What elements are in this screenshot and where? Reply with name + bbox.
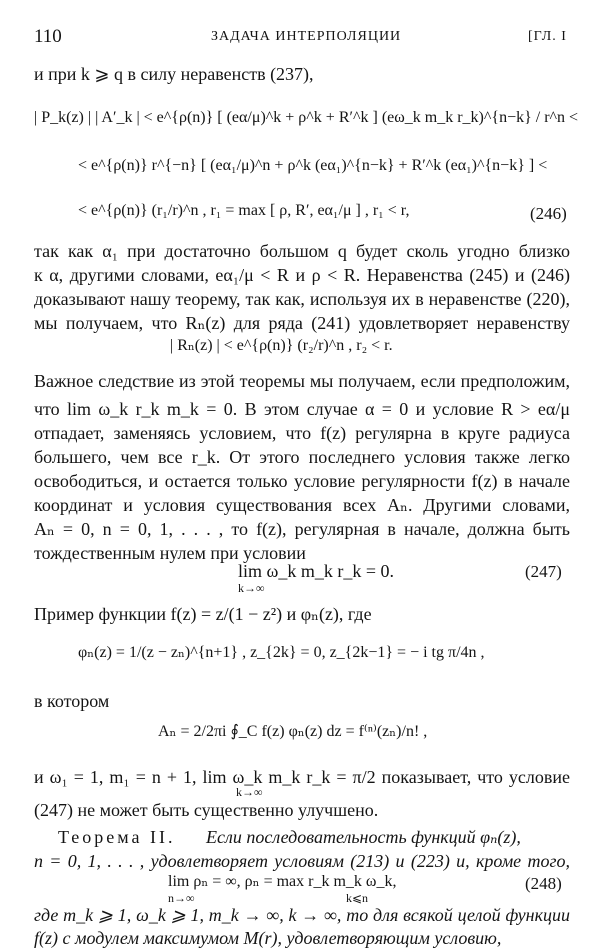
equation-subscript: k→∞	[236, 785, 263, 799]
text-line: и при k ⩾ q в силу неравенств (237),	[34, 64, 314, 84]
equation: φₙ(z) = 1/(z − zₙ)^{n+1} , z_{2k} = 0, z_{2k−1} = − i tg π/4n ,	[78, 644, 485, 661]
equation-subscript: n→∞	[168, 891, 195, 905]
text-line: f(z) с модулем максимумом M(r), удовлетворяющим условию,	[34, 928, 502, 948]
text-line: к α, другими словами, eα₁/μ < R и ρ < R. Неравенства (245) и (246)	[34, 265, 570, 285]
text-line: Важное следствие из этой теоремы мы получаем, если предположим,	[34, 371, 570, 391]
equation: | P_k(z) | | A′_k | < e^{ρ(n)} [ (eα/μ)^k + ρ^k + R′^k ] (eω_k m_k r_k)^{n−k} / r^n <	[34, 109, 579, 126]
equation-number: (247)	[525, 562, 562, 581]
text-line: так как α₁ при достаточно большом q будет сколь угодно близко	[34, 241, 570, 261]
equation: < e^{ρ(n)} r^{−n} [ (eα₁/μ)^n + ρ^k (eα₁)^{n−k} + R′^k (eα₁)^{n−k} ] <	[78, 157, 548, 174]
text-line: Aₙ = 0, n = 0, 1, . . . , то f(z), регулярная в начале, должна быть	[34, 519, 570, 539]
equation-number: (248)	[525, 874, 562, 893]
equation: < e^{ρ(n)} (r₁/r)^n , r₁ = max [ ρ, R′, eα₁/μ ] , r₁ < r,	[78, 202, 410, 219]
equation-number: (246)	[530, 204, 567, 223]
text-line: Если последовательность функций φₙ(z),	[206, 827, 521, 847]
text-line: и ω₁ = 1, m₁ = n + 1, lim ω_k m_k r_k = π/2 показывает, что условие	[34, 767, 570, 787]
text-line: Пример функции f(z) = z/(1 − z²) и φₙ(z), где	[34, 604, 372, 624]
text-line: где m_k ⩾ 1, ω_k ⩾ 1, m_k → ∞, k → ∞, то для всякой целой функции	[34, 905, 570, 925]
equation: lim ω_k m_k r_k = 0.	[238, 561, 394, 581]
text-line: координат и условия существования всех Aₙ. Другими словами,	[34, 495, 570, 515]
text-line: большего, чем все r_k. От этого последнего условия также легко	[34, 447, 570, 467]
chapter-ref: [ГЛ. I	[528, 29, 567, 44]
text-line: доказывают нашу теорему, так как, используя их в неравенстве (220),	[34, 289, 570, 309]
text-line: тождественным нулем при условии	[34, 543, 306, 563]
equation-subscript: k⩽n	[346, 891, 369, 905]
equation-subscript: k→∞	[238, 581, 265, 595]
text-line: отпадает, заменяясь условием, что f(z) регулярна в круге радиуса	[34, 423, 570, 443]
text-line: что lim ω_k r_k m_k = 0. В этом случае α = 0 и условие R > eα/μ	[34, 399, 570, 419]
running-title: ЗАДАЧА ИНТЕРПОЛЯЦИИ	[211, 29, 402, 44]
text-line: n = 0, 1, . . . , удовлетворяет условиям (213) и (223) и, кроме того,	[34, 851, 570, 871]
text-line: мы получаем, что Rₙ(z) для ряда (241) удовлетворяет неравенству	[34, 313, 570, 333]
page-number: 110	[34, 26, 62, 47]
theorem-title: Теорема II.	[58, 827, 176, 847]
equation: Aₙ = 2/2πi ∮_C f(z) φₙ(z) dz = f⁽ⁿ⁾(zₙ)/n! ,	[158, 723, 428, 740]
equation: lim ρₙ = ∞, ρₙ = max r_k m_k ω_k,	[168, 873, 397, 890]
text-line: (247) не может быть существенно улучшено.	[34, 800, 379, 820]
text-line: освободиться, и остается только условие регулярности f(z) в начале	[34, 471, 570, 491]
text-line: в котором	[34, 691, 110, 711]
equation: | Rₙ(z) | < e^{ρ(n)} (r₂/r)^n , r₂ < r.	[170, 337, 393, 354]
